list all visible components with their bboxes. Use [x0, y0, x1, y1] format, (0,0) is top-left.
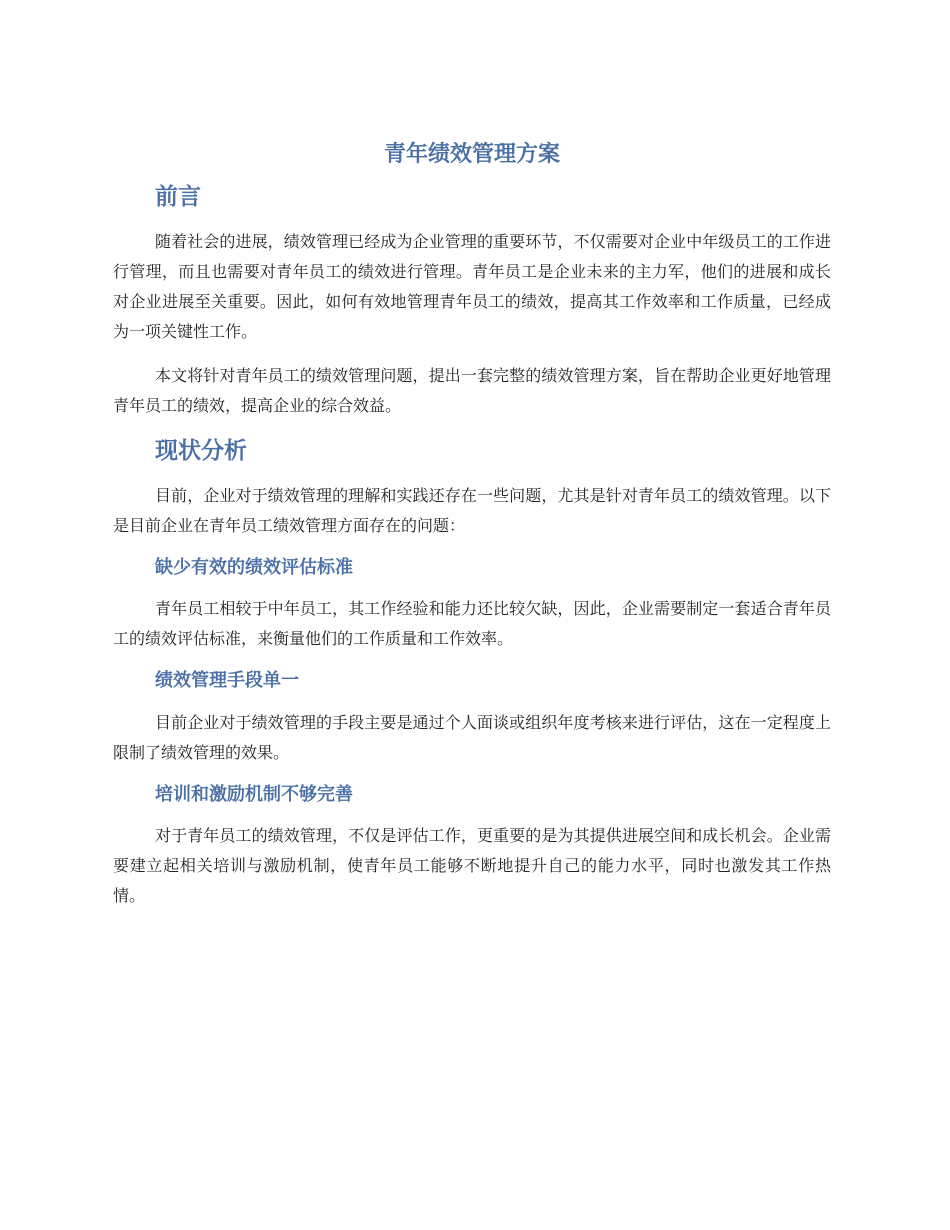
paragraph: 目前企业对于绩效管理的手段主要是通过个人面谈或组织年度考核来进行评估，这在一定程度上限制了绩效管理的效果。 [113, 712, 831, 762]
paragraph: 对于青年员工的绩效管理，不仅是评估工作，更重要的是为其提供进展空间和成长机会。企业需要建立起相关培训与激励机制，使青年员工能够不断地提升自己的能力水平，同时也激发其工作热情。 [113, 825, 831, 905]
paragraph: 本文将针对青年员工的绩效管理问题，提出一套完整的绩效管理方案，旨在帮助企业更好地管理青年员工的绩效，提高企业的综合效益。 [113, 365, 831, 415]
section-preface [113, 181, 831, 421]
paragraph: 青年员工相较于中年员工，其工作经验和能力还比较欠缺，因此，企业需要制定一套适合青年员工的绩效评估标准，来衡量他们的工作质量和工作效率。 [113, 599, 831, 649]
section-status-analysis [113, 435, 831, 911]
paragraph: 随着社会的进展，绩效管理已经成为企业管理的重要环节，不仅需要对企业中年级员工的工作进行管理，而且也需要对青年员工的绩效进行管理。青年员工是企业未来的主力军，他们的进展和成长对企业进展至关重要。因此，如何有效地管理青年员工的绩效，提高其工作效率和工作质量，已经成为一项关键性工作。 [113, 231, 831, 341]
section-heading-status-analysis: 现状分析 [155, 437, 247, 464]
subsection-heading-single-method: 绩效管理手段单一 [155, 670, 299, 692]
subsection-heading-evaluation-standard: 缺少有效的绩效评估标准 [155, 557, 353, 579]
subsection-heading-training-incentive: 培训和激励机制不够完善 [155, 783, 353, 805]
document-title: 青年绩效管理方案 [383, 142, 560, 167]
paragraph: 目前，企业对于绩效管理的理解和实践还存在一些问题，尤其是针对青年员工的绩效管理。以下是目前企业在青年员工绩效管理方面存在的问题： [113, 486, 831, 536]
document-content [113, 140, 831, 925]
section-heading-preface: 前言 [155, 183, 201, 210]
